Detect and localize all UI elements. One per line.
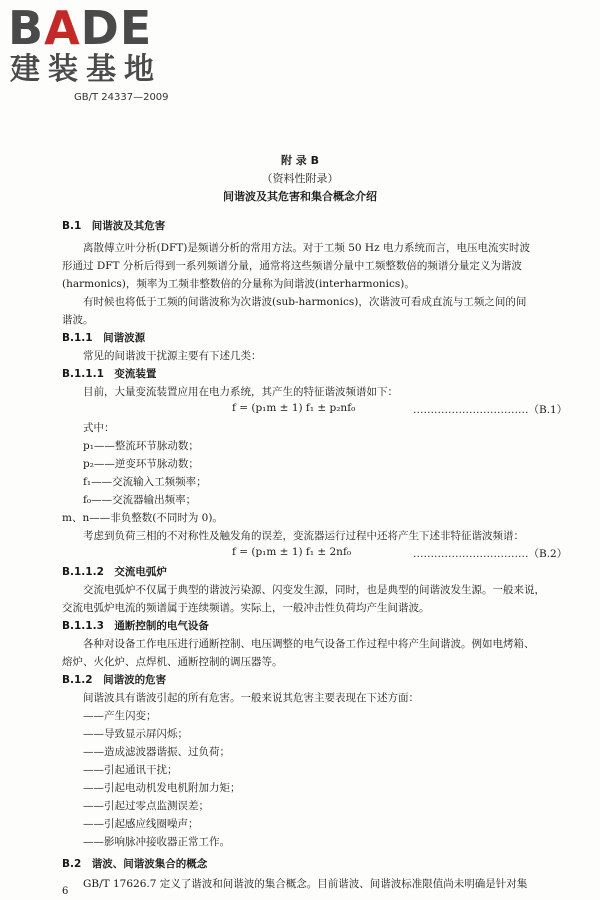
section-heading: B.1.1.1 变流装置 bbox=[62, 368, 157, 380]
section-heading: B.1.1.3 通断控制的电气设备 bbox=[62, 620, 209, 632]
text-line: ——影响脉冲接收器正常工作。 bbox=[83, 836, 230, 848]
text-line: 有时候也将低于工频的间谐波称为次谐波(sub-harmonics)，次谐波可看成直流与工频之间的间 bbox=[83, 296, 527, 308]
text-line: 常见的间谐波干扰源主要有下述几类： bbox=[83, 350, 262, 362]
text-line: 目前，大量变流装置应用在电力系统，其产生的特征谐波频谱如下： bbox=[83, 386, 398, 398]
text-line: p₁——整流环节脉动数； bbox=[83, 440, 199, 452]
text-line: ——引起感应线圈噪声； bbox=[83, 818, 199, 830]
section-heading: B.1.1 间谐波源 bbox=[62, 332, 146, 344]
text-line: p₂——逆变环节脉动数； bbox=[83, 458, 199, 470]
text-line: 谐波。 bbox=[62, 314, 94, 326]
text-line: ——引起过零点监测误差； bbox=[83, 800, 209, 812]
text-line: f = (p₁m ± 1) f₁ ± 2nf₀ bbox=[232, 546, 352, 558]
appendix-subtitle: （资料性附录） bbox=[261, 172, 339, 185]
text-line: 间谐波具有谐波引起的所有危害。一般来说其危害主要表现在下述方面： bbox=[83, 692, 419, 704]
text-line: 形通过 DFT 分析后得到一系列频谱分量，通常将这些频谱分量中工频整数倍的频谱分量定义为谐波 bbox=[62, 260, 522, 272]
section-heading: B.1 间谐波及其危害 bbox=[62, 220, 166, 232]
text-line: ——引起电动机发电机附加力矩； bbox=[83, 782, 241, 794]
text-line: m、n——非负整数(不同时为 0)。 bbox=[62, 512, 223, 524]
text-line: ——产生闪变； bbox=[83, 710, 157, 722]
text-line: ——引起通讯干扰； bbox=[83, 764, 178, 776]
text-line: ——造成滤波器谐振、过负荷； bbox=[83, 746, 230, 758]
logo-chinese: 建装基地 bbox=[10, 52, 162, 87]
logo-wordmark bbox=[8, 2, 152, 54]
logo-accent: A bbox=[44, 1, 81, 55]
text-line: (harmonics)，频率为工频非整数倍的分量称为间谐波(interharmonics)。 bbox=[62, 278, 415, 290]
logo-part1: B bbox=[8, 1, 45, 55]
appendix-title: 附 录 B bbox=[280, 154, 320, 167]
text-line: 离散傅立叶分析(DFT)是频谱分析的常用方法。对于工频 50 Hz 电力系统而言，电压电流实时波 bbox=[83, 242, 530, 254]
logo-part2: DE bbox=[80, 1, 153, 55]
section-heading: B.1.1.2 交流电弧炉 bbox=[62, 566, 167, 578]
text-line: ……………………………（B.2） bbox=[413, 548, 568, 560]
appendix-heading: 间谐波及其危害和集合概念介绍 bbox=[223, 190, 377, 203]
text-line: 交流电弧炉电流的频谱属于连续频谱。实际上，一般冲击性负荷均产生间谐波。 bbox=[62, 602, 430, 614]
text-line: f₀——交流器输出频率； bbox=[83, 494, 197, 506]
text-line: f₁——交流输入工频频率； bbox=[83, 476, 207, 488]
text-line: ……………………………（B.1） bbox=[413, 404, 568, 416]
text-line: GB/T 17626.7 定义了谐波和间谐波的集合概念。目前谐波、间谐波标准限值尚未明确是针对集 bbox=[83, 878, 528, 890]
text-line: ——导致显示屏闪烁； bbox=[83, 728, 188, 740]
section-heading: B.1.2 间谐波的危害 bbox=[62, 674, 167, 686]
page-number: 6 bbox=[62, 886, 69, 897]
text-line: 考虑到负荷三相的不对称性及触发角的误差，变流器运行过程中还将产生下述非特征谐波频谱： bbox=[83, 530, 524, 542]
text-line: 式中： bbox=[83, 422, 115, 434]
text-line: 交流电弧炉不仅属于典型的谐波污染源、闪变发生源，同时，也是典型的间谐波发生源。一般来说， bbox=[83, 584, 545, 596]
text-line: 熔炉、火化炉、点焊机、通断控制的调压器等。 bbox=[62, 656, 283, 668]
text-line: 各种对设备工作电压进行通断控制、电压调整的电气设备工作过程中将产生间谐波。例如电烤箱、 bbox=[83, 638, 535, 650]
text-line: f = (p₁m ± 1) f₁ ± p₂nf₀ bbox=[232, 402, 356, 414]
standard-number: GB/T 24337—2009 bbox=[74, 92, 169, 103]
section-heading: B.2 谐波、间谐波集合的概念 bbox=[62, 858, 208, 870]
